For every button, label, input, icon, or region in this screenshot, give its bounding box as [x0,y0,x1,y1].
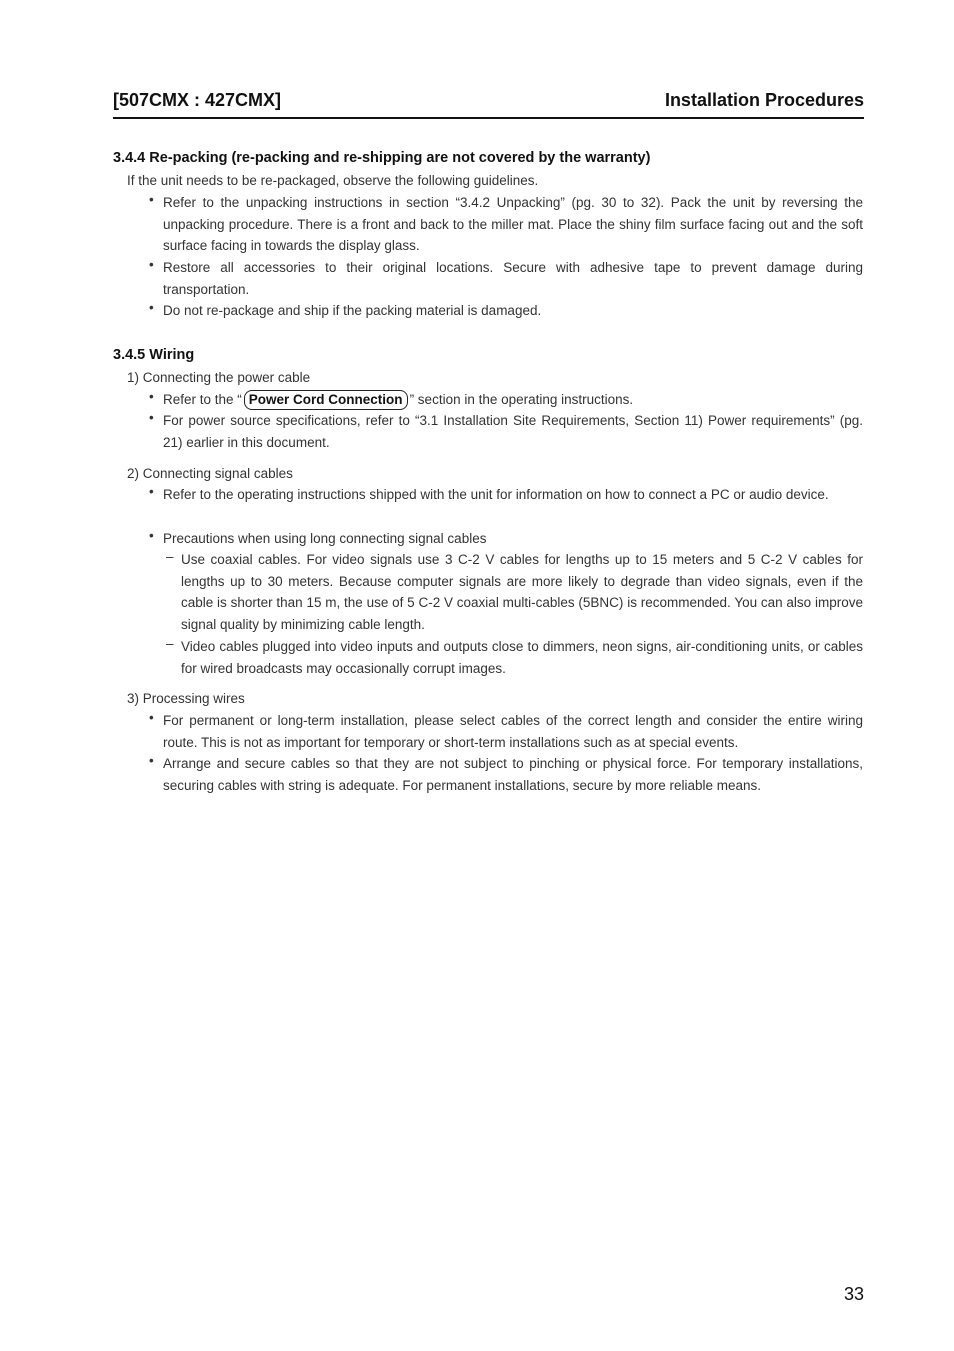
page-number: 33 [843,1284,864,1304]
power-cord-connection-link[interactable]: Power Cord Connection [244,390,408,410]
power-cord-post: ” section in the operating instructions. [409,392,634,407]
bullet-icon: • [149,753,154,768]
bullet-icon: • [149,410,154,425]
repacking-bullet-2: Restore all accessories to their original locations. Secure with adhesive tape to prevent damage during transportation. [163,260,863,297]
bullet-icon: • [149,389,154,404]
bullet-icon: • [149,192,154,207]
bullet-icon: • [149,300,154,315]
power-cord-bullet [163,389,863,411]
signal-dash-1: Use coaxial cables. For video signals use 3 C-2 V cables for lengths up to 15 meters and 5 C-2 V cables for lengths up to 30 meters. Because computer signals are more likely to degrade than video signals, even if the cable is shorter than 15 m, the use of 5 C-2 V coaxial multi-cables (5BNC) is recommended. You can also improve signal quality by minimizing cable length. [181,552,863,633]
item-2-label: 2) Connecting signal cables [127,466,293,481]
item-1-label: 1) Connecting the power cable [127,370,311,385]
page-header [113,88,864,119]
repacking-bullet-3: Do not re-package and ship if the packing material is damaged. [163,303,542,318]
signal-bullet-1: Refer to the operating instructions shipped with the unit for information on how to connect a PC or audio device. [163,487,829,502]
section-title: Installation Procedures [664,90,864,110]
item-3-label: 3) Processing wires [127,691,245,706]
bullet-icon: • [149,257,154,272]
dash-icon: – [166,549,174,564]
wires-bullet-2: Arrange and secure cables so that they are not subject to pinching or physical force. For temporary installations, securing cables with string is adequate. For permanent installations, secure by more reliable means. [163,756,863,793]
signal-dash-2: Video cables plugged into video inputs and outputs close to dimmers, neon signs, air-conditioning units, or cables for wired broadcasts may occasionally corrupt images. [181,639,863,676]
model-title: [507CMX : 427CMX] [113,90,282,110]
heading-repacking: 3.4.4 Re-packing (re-packing and re-shipping are not covered by the warranty) [113,150,651,166]
bullet-icon: • [149,484,154,499]
dash-icon: – [166,636,174,651]
heading-wiring: 3.4.5 Wiring [113,347,195,363]
bullet-icon: • [149,528,154,543]
repacking-intro: If the unit needs to be re-packaged, observe the following guidelines. [127,173,539,188]
power-spec-bullet: For power source specifications, refer to “3.1 Installation Site Requirements, Section 11) Power requirements” (pg. 21) earlier in this document. [163,413,863,450]
power-cord-pre: Refer to the “ [163,392,242,407]
signal-bullet-2: Precautions when using long connecting signal cables [163,531,487,546]
repacking-bullet-1: Refer to the unpacking instructions in section “3.4.2 Unpacking” (pg. 30 to 32). Pack the unit by reversing the unpacking procedure. There is a front and back to the miller mat. Place the shiny film surface facing out and the soft surface facing in towards the display glass. [163,195,863,254]
wires-bullet-1: For permanent or long-term installation, please select cables of the correct length and consider the entire wiring route. This is not as important for temporary or short-term installations such as at special events. [163,713,863,750]
bullet-icon: • [149,710,154,725]
